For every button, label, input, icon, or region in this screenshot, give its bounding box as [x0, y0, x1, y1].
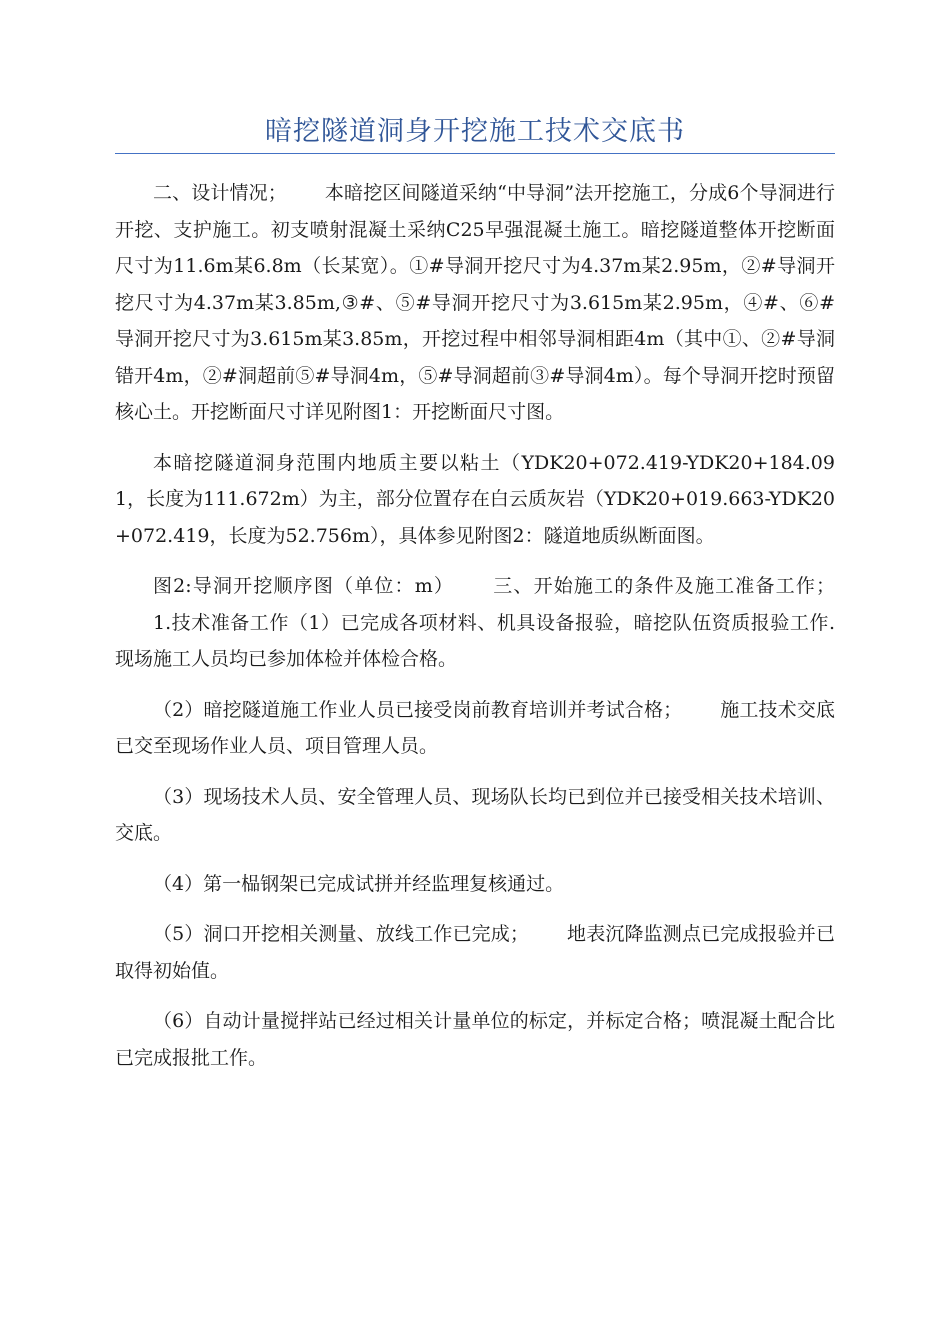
paragraph-item-3 [115, 779, 835, 852]
section-heading-preparation: 三、开始施工的条件及施工准备工作； [492, 575, 835, 597]
paragraph-text: 喷混凝土配合比已完成报批工作。 [115, 1010, 835, 1069]
paragraph-text: 本暗挖隧道洞身范围内地质主要以粘土（YDK20+072.419-YDK20+184.091，长度为111.672m）为主，部分位置存在白云质灰岩（YDK20+019.663-YDK20+072.419，长度为52.756m），具体参见附图2：隧道地质纵断面图。 [115, 451, 835, 547]
paragraph-text: 施工技术交底已交至现场作业人员、项目管理人员。 [115, 698, 835, 757]
paragraph-text: 地表沉降监测点已完成报验并已取得初始值。 [115, 923, 835, 982]
paragraph-geology [115, 445, 835, 555]
paragraph-item-6 [115, 1003, 835, 1076]
paragraph-design [115, 175, 835, 431]
paragraph-preparation [115, 568, 835, 678]
section-heading-design: 二、设计情况； [153, 182, 287, 204]
figure-caption: 图2:导洞开挖顺序图（单位：m） [153, 575, 455, 597]
paragraph-text: （3）现场技术人员、安全管理人员、现场队长均已到位并已接受相关技术培训、交底。 [115, 785, 835, 844]
document-title: 暗挖隧道洞身开挖施工技术交底书 [265, 116, 685, 147]
paragraph-item-2 [115, 692, 835, 765]
paragraph-text: （2）暗挖隧道施工作业人员已接受岗前教育培训并考试合格； [153, 698, 683, 721]
paragraph-text: （4）第一榀钢架已完成试拼并经监理复核通过。 [153, 872, 565, 895]
paragraph-text: 本暗挖区间隧道采纳“中导洞”法开挖施工，分成6个导洞进行开挖、支护施工。初支喷射混凝土采纳C25早强混凝土施工。暗挖隧道整体开挖断面尺寸为11.6m某6.8m（长某宽）。①#导洞开挖尺寸为4.37m某2.95m，②#导洞开挖尺寸为4.37m某3.85m,③#、⑤#导洞开挖尺寸为3.615m某2.95m，④#、⑥#导洞开挖尺寸为3.615m某3.85m，开挖过程中相邻导洞相距4m（其中①、②#导洞错开4m，②#洞超前⑤#导洞4m，⑤#导洞超前③#导洞4m）。每个导洞开挖时预留核心土。开挖断面尺寸详见附图1：开挖断面尺寸图。 [115, 182, 835, 423]
paragraph-text: （6）自动计量搅拌站已经过相关计量单位的标定，并标定合格； [153, 1010, 702, 1032]
paragraph-item-5 [115, 916, 835, 989]
paragraph-text: （5）洞口开挖相关测量、放线工作已完成； [153, 923, 529, 945]
document-body [115, 175, 835, 1090]
title-underline [115, 153, 835, 154]
paragraph-text: 1.技术准备工作（1）已完成各项材料、机具设备报验，暗挖队伍资质报验工作.现场施工人员均已参加体检并体检合格。 [115, 611, 835, 670]
paragraph-item-4 [115, 866, 835, 903]
